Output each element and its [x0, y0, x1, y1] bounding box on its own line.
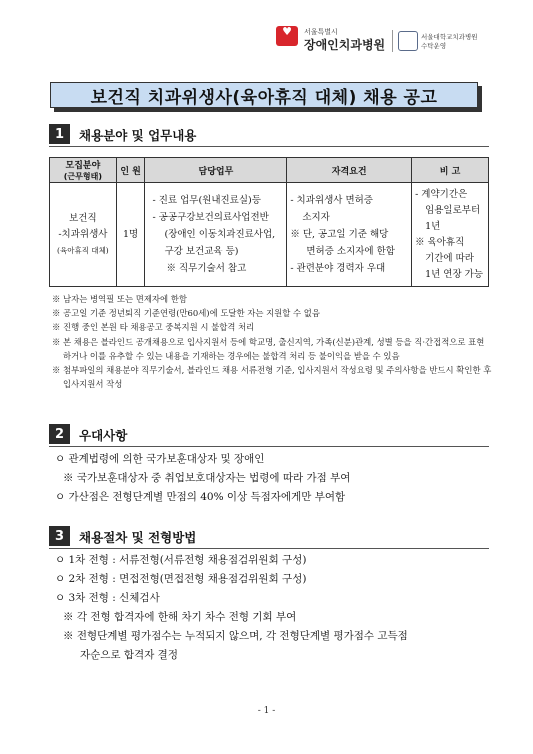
- preference-item: ㅇ 가산점은 전형단계별 만점의 40% 이상 득점자에게만 부여함: [55, 491, 346, 503]
- header-field: 모집분야 (근무형태): [50, 158, 117, 183]
- snu-name: 서울대학교치과병원: [421, 33, 478, 41]
- snu-logo-icon: [398, 31, 418, 51]
- note-item: ※ 본 채용은 블라인드 공개채용으로 입사지원서 등에 학교명, 출신지역, 가족(신분)관계, 성별 등을 직·간접적으로 표현하거나 이를 유추할 수 있는 내용을 기재하는 경우에는 불합격 처리 등 불이익을 받을 수 있음: [52, 336, 485, 361]
- procedure-item: ㅇ 3차 전형 : 신체검사: [55, 592, 160, 604]
- section-2-number: 2: [49, 424, 70, 444]
- header-duty: 담당업무: [145, 158, 287, 183]
- procedure-note: ※ 각 전형 합격자에 한해 차기 차수 전형 기회 부여: [63, 611, 297, 623]
- header-divider: [392, 30, 393, 52]
- table-row: [50, 183, 489, 287]
- section-1-number: 1: [49, 124, 70, 144]
- section-3-rule: [49, 548, 489, 549]
- note-item: ※ 남자는 병역필 또는 면제자에 한함: [52, 294, 187, 304]
- page-title: 보건직 치과위생사(육아휴직 대체) 채용 공고: [50, 82, 478, 108]
- table-header-row: [50, 158, 489, 183]
- section-2-rule: [49, 446, 489, 447]
- section-1-rule: [49, 146, 489, 147]
- procedure-item: ㅇ 1차 전형 : 서류전형(서류전형 채용점검위원회 구성): [55, 554, 307, 566]
- preference-item: ㅇ 관계법령에 의한 국가보훈대상자 및 장애인: [55, 453, 265, 465]
- procedure-item: ㅇ 2차 전형 : 면접전형(면접전형 채용점검위원회 구성): [55, 573, 307, 585]
- hospital-name: 장애인치과병원: [304, 38, 386, 52]
- section-1-title: 채용분야 및 업무내용: [79, 128, 197, 143]
- note-item: ※ 공고일 기준 정년퇴직 기준연령(만60세)에 도달한 자는 지원할 수 없음: [52, 308, 320, 319]
- section-3-number: 3: [49, 526, 70, 546]
- note-item: ※ 첨부파일의 채용분야 직무기술서, 블라인드 채용 서류전형 기준, 입사지원서 작성요령 및 주의사항을 반드시 확인한 후 입사지원서 작성: [52, 365, 492, 390]
- header-note: 비 고: [412, 158, 489, 183]
- cell-duty: - 진료 업무(원내진료실)등 - 공공구강보건의료사업전반 (장애인 이동치과진료사업, 구강 보건교육 등) ※ 직무기술서 참고: [145, 183, 287, 287]
- header-qual: 자격요건: [287, 158, 412, 183]
- header-count: 인 원: [116, 158, 145, 183]
- cell-field: 보건직 -치과위생사 (육아휴직 대체): [50, 183, 117, 287]
- cell-count: 1명: [116, 183, 145, 287]
- note-item: ※ 진행 중인 본원 타 채용공고 중복지원 시 불합격 처리: [52, 322, 255, 333]
- hospital-logo-icon: ♥: [276, 26, 298, 46]
- cell-note: - 계약기간은 임용일로부터 1년 ※ 육아휴직 기간에 따라 1년 연장 가능: [412, 183, 489, 287]
- section-2-title: 우대사항: [79, 428, 128, 443]
- preference-note: ※ 국가보훈대상자 중 취업보호대상자는 법령에 따라 가점 부여: [63, 472, 351, 484]
- procedure-note: ※ 전형단계별 평가점수는 누적되지 않으며, 각 전형단계별 평가점수 고득점: [63, 630, 408, 642]
- notes-list: [52, 292, 492, 391]
- procedure-note-cont: 자순으로 합격자 결정: [80, 649, 178, 661]
- section-3-title: 채용절차 및 전형방법: [79, 530, 197, 545]
- page-number: - 1 -: [257, 706, 276, 716]
- recruitment-table: [49, 157, 489, 287]
- snu-operation: 수탁운영: [421, 42, 447, 50]
- cell-qual: - 치과위생사 면허증 소지자 ※ 단, 공고일 기준 해당 면허증 소지자에 한함 - 관련분야 경력자 우대: [287, 183, 412, 287]
- hospital-city-label: 서울특별시: [304, 28, 338, 36]
